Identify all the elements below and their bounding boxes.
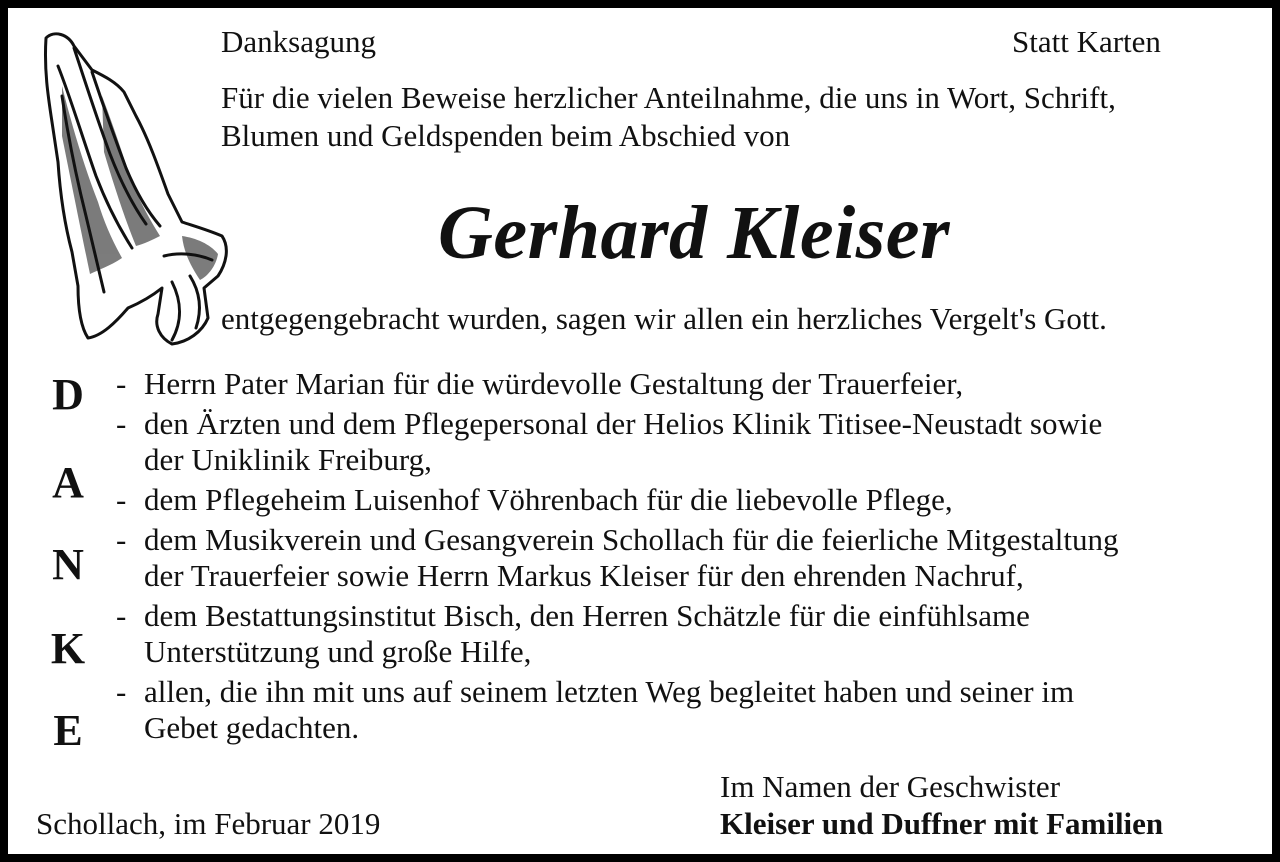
obituary-card: [8, 8, 1272, 854]
header-title: Danksagung: [221, 24, 376, 59]
signature-names: Kleiser und Duffner mit Familien: [720, 806, 1164, 841]
intro-text: [221, 80, 1116, 156]
list-item-line: dem Musikverein und Gesangverein Schollach für die feierliche Mitgestaltung: [144, 522, 1119, 557]
list-item-line: der Trauerfeier sowie Herrn Markus Kleiser für den ehrenden Nachruf,: [144, 558, 1024, 593]
danke-letter: N: [52, 540, 84, 589]
list-item: [116, 366, 1119, 402]
list-item: [116, 598, 1119, 670]
bullet-dash: -: [116, 482, 127, 517]
danke-letter: D: [52, 370, 84, 419]
bullet-dash: -: [116, 522, 127, 557]
list-item-line: den Ärzten und dem Pflegepersonal der Helios Klinik Titisee-Neustadt sowie: [144, 406, 1103, 441]
list-item: [116, 522, 1119, 594]
thanks-list: [116, 366, 1119, 746]
bullet-dash: -: [116, 406, 127, 441]
danke-letter: A: [52, 458, 84, 507]
list-item-line: allen, die ihn mit uns auf seinem letzten Weg begleitet haben und seiner im: [144, 674, 1075, 709]
closing-line: entgegengebracht wurden, sagen wir allen ein herzliches Vergelt's Gott.: [221, 301, 1107, 336]
list-item-line: der Uniklinik Freiburg,: [144, 442, 432, 477]
praying-hands-icon: [32, 26, 230, 348]
bullet-dash: -: [116, 674, 127, 709]
bullet-dash: -: [116, 366, 127, 401]
bullet-dash: -: [116, 598, 127, 633]
danke-letter: E: [53, 706, 83, 755]
list-item-line: Herrn Pater Marian für die würdevolle Gestaltung der Trauerfeier,: [144, 366, 964, 401]
deceased-name: Gerhard Kleiser: [438, 191, 951, 275]
intro-line: Für die vielen Beweise herzlicher Anteilnahme, die uns in Wort, Schrift,: [221, 80, 1116, 115]
list-item: [116, 406, 1119, 478]
list-item-line: Unterstützung und große Hilfe,: [144, 634, 532, 669]
list-item-line: Gebet gedachten.: [144, 710, 360, 745]
header-note: Statt Karten: [1012, 24, 1161, 59]
signature-intro: Im Namen der Geschwister: [720, 769, 1061, 804]
danke-letter: K: [50, 624, 86, 673]
list-item-line: dem Pflegeheim Luisenhof Vöhrenbach für die liebevolle Pflege,: [144, 482, 953, 517]
list-item: [116, 482, 1119, 518]
intro-line: Blumen und Geldspenden beim Abschied von: [221, 118, 791, 153]
place-date: Schollach, im Februar 2019: [36, 806, 381, 841]
list-item: [116, 674, 1119, 746]
list-item-line: dem Bestattungsinstitut Bisch, den Herren Schätzle für die einfühlsame: [144, 598, 1030, 633]
